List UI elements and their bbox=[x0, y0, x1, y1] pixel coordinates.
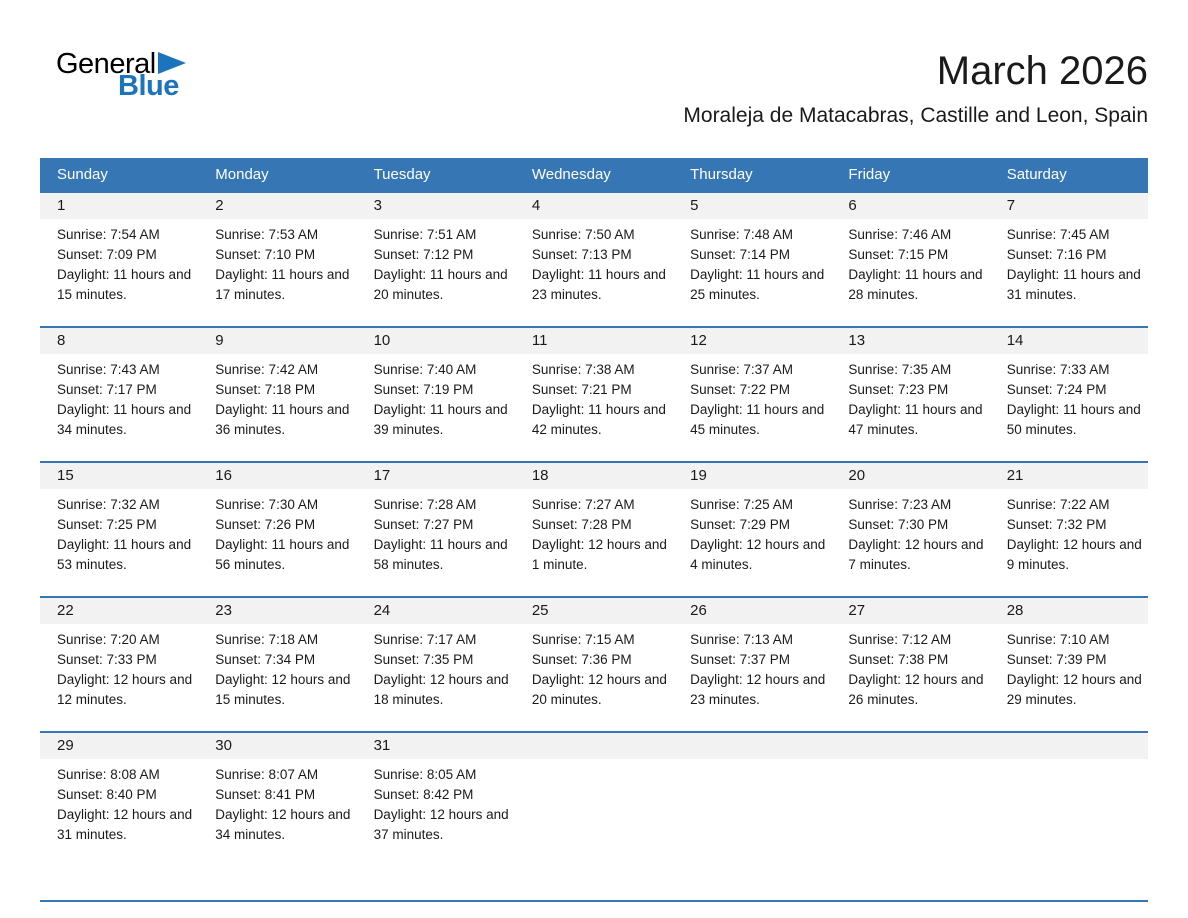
day-info bbox=[198, 489, 356, 575]
daylight-text: Daylight: 11 hours and 39 minutes. bbox=[373, 402, 508, 437]
sunrise-text: Sunrise: 7:48 AM bbox=[690, 227, 793, 242]
daylight-text: Daylight: 12 hours and 37 minutes. bbox=[373, 807, 509, 842]
day-number: 10 bbox=[357, 328, 515, 354]
day-number: 24 bbox=[357, 598, 515, 624]
day-number: 14 bbox=[990, 328, 1148, 354]
daylight-text: Daylight: 11 hours and 23 minutes. bbox=[531, 267, 666, 302]
sunrise-text: Sunrise: 7:42 AM bbox=[215, 362, 319, 377]
day-info bbox=[198, 624, 356, 710]
sunrise-text: Sunrise: 7:43 AM bbox=[57, 362, 160, 377]
sunset-text: Sunset: 7:26 PM bbox=[215, 517, 316, 532]
day-info bbox=[357, 489, 515, 575]
day-info bbox=[990, 624, 1148, 710]
day-number bbox=[673, 733, 831, 759]
daylight-text: Daylight: 11 hours and 53 minutes. bbox=[57, 537, 192, 572]
location-subtitle: Moraleja de Matacabras, Castille and Leon, Spain bbox=[683, 104, 1148, 127]
day-info bbox=[515, 219, 673, 305]
sunset-text: Sunset: 7:17 PM bbox=[57, 382, 157, 397]
day-number: 21 bbox=[990, 463, 1148, 489]
daylight-text: Daylight: 12 hours and 18 minutes. bbox=[373, 672, 509, 707]
day-info bbox=[198, 354, 356, 440]
daylight-text: Daylight: 12 hours and 29 minutes. bbox=[1006, 672, 1142, 707]
day-info bbox=[40, 489, 198, 575]
sunrise-text: Sunrise: 7:10 AM bbox=[1006, 632, 1110, 647]
day-number: 28 bbox=[990, 598, 1148, 624]
day-info bbox=[40, 624, 198, 710]
sunrise-text: Sunrise: 7:54 AM bbox=[57, 227, 160, 242]
sunset-text: Sunset: 7:30 PM bbox=[848, 517, 949, 532]
day-number: 23 bbox=[198, 598, 356, 624]
day-info bbox=[831, 489, 989, 575]
day-info bbox=[515, 354, 673, 440]
day-cell bbox=[831, 598, 989, 731]
day-number: 4 bbox=[515, 193, 673, 219]
day-cell bbox=[198, 598, 356, 731]
day-info bbox=[673, 624, 831, 710]
day-info bbox=[990, 489, 1148, 575]
daylight-text: Daylight: 12 hours and 26 minutes. bbox=[848, 672, 984, 707]
sunrise-text: Sunrise: 7:30 AM bbox=[215, 497, 319, 512]
weekday-tuesday: Tuesday bbox=[373, 166, 431, 183]
daylight-text: Daylight: 11 hours and 45 minutes. bbox=[690, 402, 825, 437]
day-cell bbox=[515, 193, 673, 326]
day-cell bbox=[990, 598, 1148, 731]
sunset-text: Sunset: 7:18 PM bbox=[215, 382, 316, 397]
sunset-text: Sunset: 7:36 PM bbox=[531, 652, 632, 667]
day-info bbox=[990, 354, 1148, 440]
day-number bbox=[990, 733, 1148, 759]
day-cell bbox=[673, 598, 831, 731]
day-number bbox=[515, 733, 673, 759]
sunset-text: Sunset: 7:24 PM bbox=[1006, 382, 1107, 397]
sunset-text: Sunset: 7:09 PM bbox=[57, 247, 157, 262]
daylight-text: Daylight: 11 hours and 25 minutes. bbox=[690, 267, 825, 302]
sunset-text: Sunset: 7:28 PM bbox=[531, 517, 632, 532]
day-cell bbox=[357, 193, 515, 326]
daylight-text: Daylight: 12 hours and 4 minutes. bbox=[690, 537, 826, 572]
daylight-text: Daylight: 12 hours and 20 minutes. bbox=[531, 672, 667, 707]
day-cell bbox=[40, 598, 198, 731]
sunset-text: Sunset: 7:13 PM bbox=[531, 247, 632, 262]
title-block bbox=[683, 50, 1148, 128]
daylight-text: Daylight: 11 hours and 31 minutes. bbox=[1006, 267, 1141, 302]
day-info bbox=[198, 219, 356, 305]
sunrise-text: Sunrise: 8:05 AM bbox=[373, 767, 477, 782]
sunrise-text: Sunrise: 7:50 AM bbox=[531, 227, 635, 242]
day-cell bbox=[515, 598, 673, 731]
day-cell bbox=[40, 328, 198, 461]
sunrise-text: Sunrise: 7:28 AM bbox=[373, 497, 477, 512]
empty-day-cell bbox=[990, 733, 1148, 900]
sunset-text: Sunset: 7:35 PM bbox=[373, 652, 474, 667]
logo-word-blue: Blue bbox=[118, 70, 179, 102]
general-blue-logo bbox=[40, 50, 186, 101]
day-cell bbox=[40, 463, 198, 596]
day-number: 26 bbox=[673, 598, 831, 624]
sunset-text: Sunset: 8:42 PM bbox=[373, 787, 474, 802]
day-cell bbox=[990, 463, 1148, 596]
day-number: 15 bbox=[40, 463, 198, 489]
daylight-text: Daylight: 11 hours and 58 minutes. bbox=[373, 537, 508, 572]
day-number: 9 bbox=[198, 328, 356, 354]
sunrise-text: Sunrise: 7:35 AM bbox=[848, 362, 952, 377]
empty-day-cell bbox=[515, 733, 673, 900]
day-number: 16 bbox=[198, 463, 356, 489]
logo-word-general: General bbox=[56, 48, 156, 80]
sunset-text: Sunset: 8:41 PM bbox=[215, 787, 316, 802]
sunset-text: Sunset: 7:14 PM bbox=[690, 247, 790, 262]
day-cell bbox=[515, 328, 673, 461]
week-row bbox=[40, 326, 1148, 461]
sunrise-text: Sunrise: 7:27 AM bbox=[531, 497, 635, 512]
day-info bbox=[40, 354, 198, 440]
day-number: 20 bbox=[831, 463, 989, 489]
daylight-text: Daylight: 11 hours and 17 minutes. bbox=[215, 267, 350, 302]
day-number: 29 bbox=[40, 733, 198, 759]
daylight-text: Daylight: 12 hours and 1 minute. bbox=[531, 537, 667, 572]
sunset-text: Sunset: 7:15 PM bbox=[848, 247, 949, 262]
calendar-body bbox=[40, 191, 1148, 900]
day-cell bbox=[198, 733, 356, 900]
weekday-sunday: Sunday bbox=[57, 166, 108, 183]
day-cell bbox=[40, 193, 198, 326]
day-cell bbox=[673, 193, 831, 326]
weekday-saturday: Saturday bbox=[1006, 166, 1067, 183]
sunrise-text: Sunrise: 7:45 AM bbox=[1006, 227, 1110, 242]
sunrise-text: Sunrise: 7:17 AM bbox=[373, 632, 477, 647]
day-cell bbox=[357, 328, 515, 461]
sunrise-text: Sunrise: 7:53 AM bbox=[215, 227, 319, 242]
sunset-text: Sunset: 8:40 PM bbox=[57, 787, 157, 802]
day-number: 7 bbox=[990, 193, 1148, 219]
sunrise-text: Sunrise: 8:08 AM bbox=[57, 767, 160, 782]
daylight-text: Daylight: 11 hours and 42 minutes. bbox=[531, 402, 666, 437]
calendar-table bbox=[40, 158, 1148, 902]
day-info bbox=[673, 219, 831, 305]
day-number: 27 bbox=[831, 598, 989, 624]
day-number: 22 bbox=[40, 598, 198, 624]
daylight-text: Daylight: 11 hours and 15 minutes. bbox=[57, 267, 192, 302]
day-number: 12 bbox=[673, 328, 831, 354]
day-info bbox=[357, 219, 515, 305]
sunrise-text: Sunrise: 7:38 AM bbox=[531, 362, 635, 377]
day-info bbox=[357, 759, 515, 845]
day-info bbox=[40, 219, 198, 305]
page-header bbox=[40, 0, 1148, 142]
day-cell bbox=[831, 463, 989, 596]
day-cell bbox=[831, 193, 989, 326]
sunset-text: Sunset: 7:25 PM bbox=[57, 517, 157, 532]
day-info bbox=[198, 759, 356, 845]
week-row bbox=[40, 596, 1148, 731]
day-number: 18 bbox=[515, 463, 673, 489]
sunset-text: Sunset: 7:32 PM bbox=[1006, 517, 1107, 532]
daylight-text: Daylight: 11 hours and 50 minutes. bbox=[1006, 402, 1141, 437]
weekday-wednesday: Wednesday bbox=[531, 166, 611, 183]
day-number: 11 bbox=[515, 328, 673, 354]
day-info bbox=[357, 624, 515, 710]
empty-day-cell bbox=[831, 733, 989, 900]
day-info bbox=[673, 489, 831, 575]
day-number: 6 bbox=[831, 193, 989, 219]
week-row bbox=[40, 731, 1148, 900]
sunset-text: Sunset: 7:23 PM bbox=[848, 382, 949, 397]
daylight-text: Daylight: 12 hours and 9 minutes. bbox=[1006, 537, 1142, 572]
sunrise-text: Sunrise: 7:33 AM bbox=[1006, 362, 1110, 377]
sunrise-text: Sunrise: 7:22 AM bbox=[1006, 497, 1110, 512]
day-number: 19 bbox=[673, 463, 831, 489]
sunset-text: Sunset: 7:37 PM bbox=[690, 652, 790, 667]
weekday-header-row bbox=[40, 158, 1148, 191]
sunset-text: Sunset: 7:27 PM bbox=[373, 517, 474, 532]
weekday-monday: Monday bbox=[215, 166, 269, 183]
sunrise-text: Sunrise: 7:40 AM bbox=[373, 362, 477, 377]
daylight-text: Daylight: 11 hours and 56 minutes. bbox=[215, 537, 350, 572]
day-number: 13 bbox=[831, 328, 989, 354]
day-number: 8 bbox=[40, 328, 198, 354]
sunset-text: Sunset: 7:10 PM bbox=[215, 247, 316, 262]
day-number: 1 bbox=[40, 193, 198, 219]
day-number: 5 bbox=[673, 193, 831, 219]
sunset-text: Sunset: 7:12 PM bbox=[373, 247, 474, 262]
day-cell bbox=[198, 193, 356, 326]
week-row bbox=[40, 461, 1148, 596]
day-number: 30 bbox=[198, 733, 356, 759]
sunset-text: Sunset: 7:19 PM bbox=[373, 382, 474, 397]
day-info bbox=[990, 219, 1148, 305]
sunrise-text: Sunrise: 7:12 AM bbox=[848, 632, 952, 647]
day-cell bbox=[990, 193, 1148, 326]
sunset-text: Sunset: 7:22 PM bbox=[690, 382, 790, 397]
day-number: 25 bbox=[515, 598, 673, 624]
sunrise-text: Sunrise: 7:46 AM bbox=[848, 227, 952, 242]
day-info bbox=[831, 354, 989, 440]
daylight-text: Daylight: 12 hours and 7 minutes. bbox=[848, 537, 984, 572]
day-number: 2 bbox=[198, 193, 356, 219]
day-cell bbox=[831, 328, 989, 461]
sunrise-text: Sunrise: 7:51 AM bbox=[373, 227, 477, 242]
daylight-text: Daylight: 11 hours and 47 minutes. bbox=[848, 402, 983, 437]
sunset-text: Sunset: 7:16 PM bbox=[1006, 247, 1107, 262]
day-number: 3 bbox=[357, 193, 515, 219]
sunrise-text: Sunrise: 7:32 AM bbox=[57, 497, 160, 512]
sunrise-text: Sunrise: 7:13 AM bbox=[690, 632, 793, 647]
sunrise-text: Sunrise: 7:15 AM bbox=[531, 632, 635, 647]
sunrise-text: Sunrise: 7:20 AM bbox=[57, 632, 160, 647]
day-cell bbox=[198, 463, 356, 596]
daylight-text: Daylight: 11 hours and 36 minutes. bbox=[215, 402, 350, 437]
sunrise-text: Sunrise: 8:07 AM bbox=[215, 767, 319, 782]
sunset-text: Sunset: 7:21 PM bbox=[531, 382, 632, 397]
day-info bbox=[40, 759, 198, 845]
day-cell bbox=[40, 733, 198, 900]
sunrise-text: Sunrise: 7:23 AM bbox=[848, 497, 952, 512]
day-cell bbox=[357, 733, 515, 900]
day-cell bbox=[673, 463, 831, 596]
page-title: March 2026 bbox=[936, 49, 1148, 93]
day-info bbox=[673, 354, 831, 440]
daylight-text: Daylight: 11 hours and 28 minutes. bbox=[848, 267, 983, 302]
daylight-text: Daylight: 12 hours and 12 minutes. bbox=[57, 672, 193, 707]
day-info bbox=[831, 219, 989, 305]
day-number: 17 bbox=[357, 463, 515, 489]
day-cell bbox=[198, 328, 356, 461]
daylight-text: Daylight: 11 hours and 34 minutes. bbox=[57, 402, 192, 437]
day-cell bbox=[357, 463, 515, 596]
day-info bbox=[357, 354, 515, 440]
day-number: 31 bbox=[357, 733, 515, 759]
day-cell bbox=[990, 328, 1148, 461]
sunset-text: Sunset: 7:39 PM bbox=[1006, 652, 1107, 667]
daylight-text: Daylight: 12 hours and 23 minutes. bbox=[690, 672, 826, 707]
empty-day-cell bbox=[673, 733, 831, 900]
weekday-thursday: Thursday bbox=[690, 166, 753, 183]
week-row bbox=[40, 191, 1148, 326]
daylight-text: Daylight: 12 hours and 15 minutes. bbox=[215, 672, 351, 707]
sunrise-text: Sunrise: 7:37 AM bbox=[690, 362, 793, 377]
sunrise-text: Sunrise: 7:18 AM bbox=[215, 632, 319, 647]
daylight-text: Daylight: 12 hours and 31 minutes. bbox=[57, 807, 193, 842]
sunset-text: Sunset: 7:34 PM bbox=[215, 652, 316, 667]
weekday-friday: Friday bbox=[848, 166, 891, 183]
day-info bbox=[515, 489, 673, 575]
day-cell bbox=[357, 598, 515, 731]
day-cell bbox=[515, 463, 673, 596]
sunrise-text: Sunrise: 7:25 AM bbox=[690, 497, 793, 512]
daylight-text: Daylight: 12 hours and 34 minutes. bbox=[215, 807, 351, 842]
sunset-text: Sunset: 7:38 PM bbox=[848, 652, 949, 667]
sunset-text: Sunset: 7:29 PM bbox=[690, 517, 790, 532]
day-info bbox=[515, 624, 673, 710]
daylight-text: Daylight: 11 hours and 20 minutes. bbox=[373, 267, 508, 302]
sunset-text: Sunset: 7:33 PM bbox=[57, 652, 157, 667]
day-info bbox=[831, 624, 989, 710]
day-cell bbox=[673, 328, 831, 461]
day-number bbox=[831, 733, 989, 759]
